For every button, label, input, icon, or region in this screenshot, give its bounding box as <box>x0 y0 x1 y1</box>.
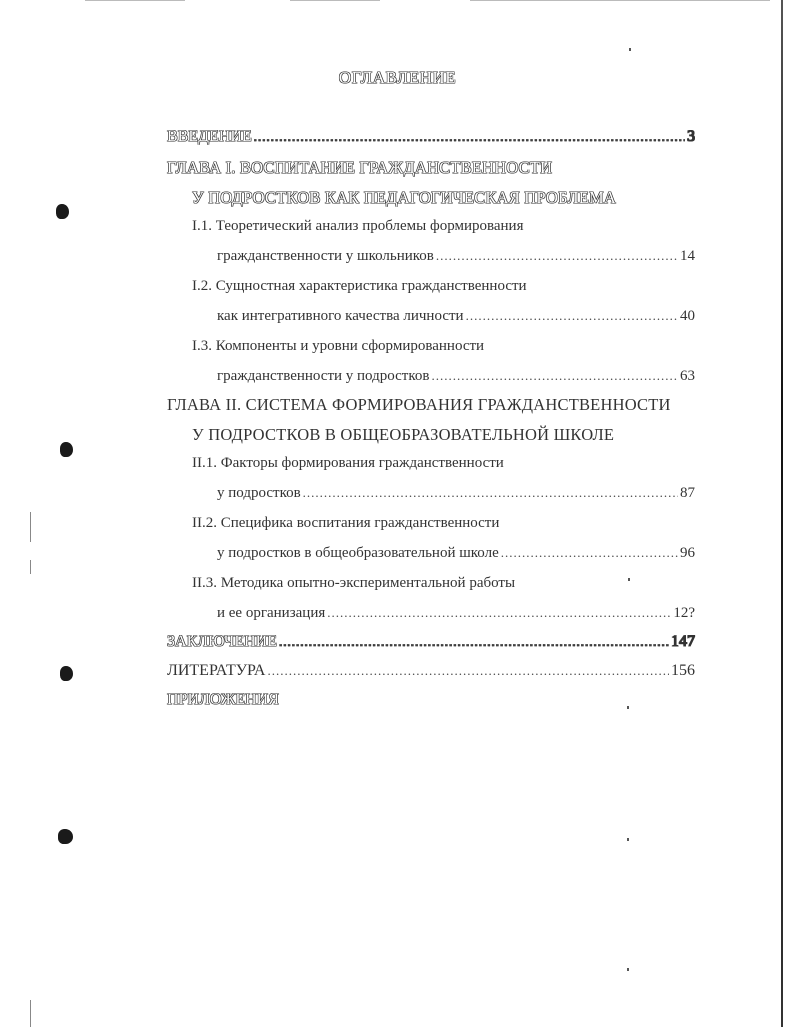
toc-label: ВВЕДЕНИЕ <box>167 128 252 145</box>
toc-section-2-3 <box>217 605 695 622</box>
toc-page-number: 87 <box>680 485 695 501</box>
scan-top-rule <box>290 0 380 1</box>
toc-section-2-1 <box>217 485 695 502</box>
toc-page-number: 63 <box>680 368 695 384</box>
toc-leader-dots <box>466 308 678 324</box>
scan-speck <box>627 706 629 709</box>
toc-section-2-3-line1: II.3. Методика опытно-экспериментальной работы <box>192 575 516 591</box>
page-title: ОГЛАВЛЕНИЕ <box>338 68 457 87</box>
toc-section-1-1 <box>217 248 695 265</box>
toc-leader-dots <box>303 485 678 501</box>
toc-label: у подростков в общеобразовательной школе <box>217 545 499 561</box>
toc-label: ЛИТЕРАТУРА <box>167 662 266 679</box>
toc-section-1-3 <box>217 368 695 385</box>
scan-left-mark <box>30 512 31 542</box>
toc-section-1-1-line1: I.1. Теоретический анализ проблемы формирования <box>192 218 524 234</box>
toc-page-number: 12? <box>673 605 695 621</box>
toc-page-number: 96 <box>680 545 695 561</box>
toc-entry-intro <box>167 128 695 146</box>
toc-page-number: 40 <box>680 308 695 324</box>
scan-top-rule <box>470 0 770 1</box>
toc-page-number: 147 <box>671 633 695 650</box>
toc-label: гражданственности у школьников <box>217 248 434 264</box>
punch-hole <box>60 442 73 457</box>
scan-top-rule <box>85 0 185 1</box>
scan-speck <box>628 578 630 581</box>
toc-section-2-2-line1: II.2. Специфика воспитания гражданственности <box>192 515 500 531</box>
toc-chapter-2-line1: ГЛАВА II. СИСТЕМА ФОРМИРОВАНИЯ ГРАЖДАНСТВЕННОСТИ <box>167 395 671 414</box>
toc-section-1-3-line1: I.3. Компоненты и уровни сформированности <box>192 338 485 354</box>
toc-leader-dots <box>436 248 678 264</box>
scan-left-mark <box>30 1000 31 1027</box>
toc-section-2-2 <box>217 545 695 562</box>
toc-page-number: 156 <box>671 662 695 679</box>
toc-page-number: 14 <box>680 248 695 264</box>
toc-label: и ее организация <box>217 605 326 621</box>
toc-entry-literature <box>167 662 695 680</box>
scan-speck <box>627 838 629 841</box>
toc-chapter-1-line1: ГЛАВА I. ВОСПИТАНИЕ ГРАЖДАНСТВЕННОСТИ <box>167 158 553 177</box>
toc-entry-conclusion <box>167 633 695 651</box>
toc-page-number: 3 <box>687 128 695 145</box>
toc-leader-dots <box>267 663 669 679</box>
toc-chapter-2-line2: У ПОДРОСТКОВ В ОБЩЕОБРАЗОВАТЕЛЬНОЙ ШКОЛЕ <box>192 425 615 444</box>
toc-label: у подростков <box>217 485 301 501</box>
toc-entry-appendix: ПРИЛОЖЕНИЯ <box>167 691 279 708</box>
punch-hole <box>58 829 73 844</box>
toc-leader-dots <box>327 605 671 621</box>
toc-chapter-1-line2: У ПОДРОСТКОВ КАК ПЕДАГОГИЧЕСКАЯ ПРОБЛЕМА <box>192 188 616 207</box>
toc-section-1-2 <box>217 308 695 325</box>
toc-label: ЗАКЛЮЧЕНИЕ <box>167 633 277 650</box>
scan-speck <box>627 968 629 971</box>
toc-leader-dots <box>501 545 678 561</box>
toc-leader-dots <box>254 129 685 145</box>
scan-speck <box>629 48 631 51</box>
toc-label: гражданственности у подростков <box>217 368 430 384</box>
toc-leader-dots <box>431 368 678 384</box>
scan-right-edge <box>781 0 783 1027</box>
toc-leader-dots <box>279 634 669 650</box>
punch-hole <box>60 666 73 681</box>
scan-left-mark <box>30 560 31 574</box>
toc-section-1-2-line1: I.2. Сущностная характеристика гражданственности <box>192 278 527 294</box>
toc-label: как интегративного качества личности <box>217 308 464 324</box>
punch-hole <box>56 204 69 219</box>
toc-section-2-1-line1: II.1. Факторы формирования гражданственности <box>192 455 504 471</box>
